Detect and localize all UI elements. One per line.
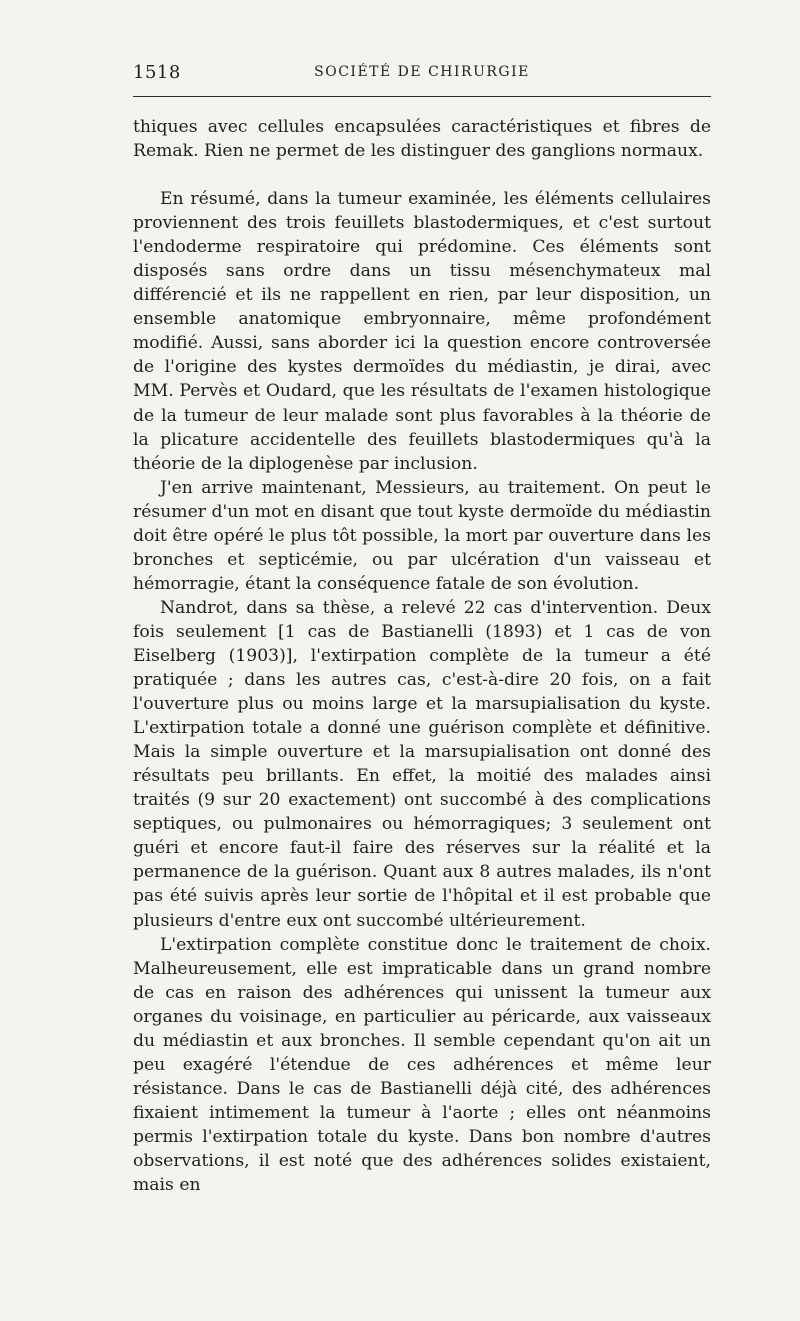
body-text [133,115,711,1197]
paragraph-nandrot: Nandrot, dans sa thèse, a relevé 22 cas d'intervention. Deux fois seulement [1 cas de Bastianelli (1893) et 1 cas de von Eiselberg (1903)], l'extirpation complète de la tumeur a été pratiquée ; dans les autres cas, c'est-à-dire 20 fois, on a fait l'ouverture plus ou moins large et la marsupialisation du kyste. L'extirpation totale a donné une guérison complète et définitive. Mais la simple ouverture et la marsupialisation ont donné des résultats peu brillants. En effet, la moitié des malades ainsi traités (9 sur 20 exactement) ont succombé à des complications septiques, ou pulmonaires ou hémorragiques; 3 seulement ont guéri et encore faut-il faire des réserves sur la réalité et la permanence de la guérison. Quant aux 8 autres malades, ils n'ont pas été suivis après leur sortie de l'hôpital et il est probable que plusieurs d'entre eux ont succombé ultérieurement. [133,597,711,931]
paragraph-extirpation: L'extirpation complète constitue donc le traitement de choix. Malheureusement, elle est impraticable dans un grand nombre de cas en raison des adhérences qui unissent la tumeur aux organes du voisinage, en particulier au péricarde, aux vaisseaux du médiastin et aux bronches. Il semble cependant qu'on ait un peu exagéré l'étendue de ces adhérences et même leur résistance. Dans le cas de Bastianelli déjà cité, des adhérences fixaient intimement la tumeur à l'aorte ; elles ont néanmoins permis l'extirpation totale du kyste. Dans bon nombre d'autres observations, il est noté que des adhérences solides existaient, mais en [133,934,711,1196]
header-rule [133,96,711,97]
paragraph-resume: En résumé, dans la tumeur examinée, les éléments cellulaires proviennent des trois feuillets blastodermiques, et c'est surtout l'endoderme respiratoire qui prédomine. Ces éléments sont disposés sans ordre dans un tissu mésenchymateux mal différencié et ils ne rappellent en rien, par leur disposition, un ensemble anatomique embryonnaire, même profondément modifié. Aussi, sans aborder ici la question encore controversée de l'origine des kystes dermoïdes du médiastin, je dirai, avec MM. Pervès et Oudard, que les résultats de l'examen histologique de la tumeur de leur malade sont plus favorables à la théorie de la plicature accidentelle des feuillets blastodermiques qu'à la théorie de la diplogenèse par inclusion. [133,189,711,474]
page-number: 1518 [133,62,181,83]
running-title: SOCIÉTÉ DE CHIRURGIE [314,64,530,80]
paragraph-continuation: thiques avec cellules encapsulées caractéristiques et fibres de Remak. Rien ne permet de les distinguer des ganglions normaux. [133,117,711,162]
paragraph-traitement: J'en arrive maintenant, Messieurs, au traitement. On peut le résumer d'un mot en disant que tout kyste dermoïde du médiastin doit être opéré le plus tôt possible, la mort par ouverture dans les bronches et septicémie, ou par ulcération d'un vaisseau et hémorragie, étant la conséquence fatale de son évolution. [133,477,711,594]
page-header [133,62,711,84]
